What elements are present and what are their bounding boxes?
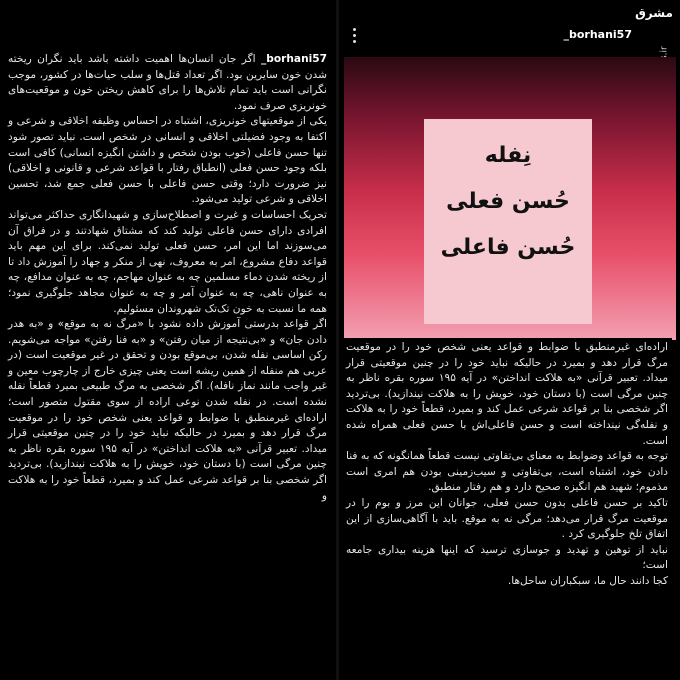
card-line-3: حُسن فاعلی [440, 235, 576, 260]
left-post-text [8, 52, 327, 504]
card-line-1: نِفله [484, 143, 532, 168]
more-options-icon[interactable] [348, 26, 362, 46]
left-post-body: اگر جان انسان‌ها اهمیت داشته باشد باید نگران ریخته شدن خون سایرین بود. اگر تعداد قتل‌ها و سلب حیات‌ها در کشور، موجب نگرانی است باید تمام تلاش‌ها را برای کاهش ریختن خون و موقعیت‌های خونریزی صرف نمود. یکی از موقعیتهای خونریزی، اشتباه در احساس وظیفه اخلاقی و شرعی و اکتفا به وجود فضیلتی اخلاقی و انسانی در شخص است. نباید تصور شود تنها حسن فاعلی (خوب بودن شخص و داشتن انگیزه انسانی) کافی است بلکه وجود حسن فعلی (انطباق رفتار با قواعد شرعی و قانونی و اخلاقی) نیز ضرورت دارد؛ وقتی حسن فاعلی با حسن فعلی جمع شد، تحسین اخلاقی و شرعی تولید می‌شود. تحریک احساسات و غیرت و اصطلاح‌سازی و شهیدانگاری حداکثر می‌تواند افرادی دارای حسن فاعلی تولید کند که مشتاق شهادتند و در فراق آن می‌سوزند اما این امر، حسن فعلی تولید نمی‌کند. برای این مهم باید قواعد دفاع مشروع، امر به معروف، نهی از منکر و جهاد را آموزش داد تا از ریخته شدن دماء مسلمین چه به عنوان مهاجم، چه به عنوان مدافع، چه به عنوان ناهی، چه به عنوان آمر و چه به عنوان مجاهد جلوگیری نمود؛ همه ما نسبت به خون تک‌تک شهروندان مسئولیم. اگر قواعد بدرستی آموزش داده نشود با «مرگ نه به موقع» و «به هدر دادن جان» و «بی‌نتیجه از میان رفتن» و «به فنا رفتن» مواجه می‌شویم. رکن اساسی نفله شدن، بی‌موقع بودن و تحقق در غیر موقعیت است (در عربی هم منفله از همین ریشه است یعنی چیزی خارج از چارچوب معین و غیر واجب مانند نماز نافله). اگر شخصی به مرگ طبیعی بمیرد قطعاً نفله نشده است. در نفله شدن نوعی اراده از سوی مقتول متصور است؛ اراده‌ای غیرمنطبق با ضوابط و قواعد یعنی شخص خود را در موقعیت مرگ قرار دهد و بمیرد در حالیکه نباید خود را در چنین موقعیتی قرار میداد. تعبیر قرآنی «به هلاکت انداختن» در آیه ۱۹۵ سوره بقره ناظر به چنین مرگی است (با دستان خود، خویش را به هلاکت نیندازید). بی‌تردید اگر شخصی بنا بر قواعد شرعی عمل کند و بمیرد، قطعاً خود را به هلاکت و [8, 53, 327, 502]
post-image [344, 57, 676, 340]
right-post-body: اراده‌ای غیرمنطبق با ضوابط و قواعد یعنی شخص خود را در موقعیت مرگ قرار دهد و بمیرد در حالیکه نباید خود را در چنین موقعیتی قرار میداد. تعبیر قرآنی «به هلاکت انداختن» در آیه ۱۹۵ سوره بقره ناظر به چنین مرگی است (با دستان خود، خویش را به هلاکت نیندازید). بی‌تردید اگر شخصی بنا بر قواعد شرعی عمل کند و بمیرد، قطعاً خود را به هلاکت و نفله‌گی نینداخته است و حسن فاعلی‌اش با حسن فعلی همراه شده است. توجه به قواعد وضوابط به معنای بی‌تفاوتی نیست قطعاً همانگونه که به فنا دادن خود، اشتباه است، بی‌تفاوتی و سیب‌زمینی بودن هم امری است مذموم؛ شهید هم انگیزه صحیح دارد و هم رفتار منطبق. تاکید بر حسن فاعلی بدون حسن فعلی، جوانان این مرز و بوم را در موقعیت مرگ قرار می‌دهد؛ مرگی نه به موقع. باید با آگاهی‌سازی از این اتفاق تلخ جلوگیری کرد . نباید از توهین و تهدید و جوسازی ترسید که اینها هزینه بیداری جامعه است؛ کجا دانند حال ما، سبکباران ساحل‌ها. [346, 341, 668, 587]
left-post-panel [0, 0, 335, 680]
right-post-username[interactable]: _borhani57 [563, 28, 632, 41]
right-post-panel [340, 0, 680, 680]
left-post-username[interactable]: borhani57_ [261, 53, 327, 65]
post-header [340, 26, 680, 52]
panel-divider [336, 0, 339, 680]
card-line-2: حُسن فعلی [446, 189, 570, 214]
title-card [424, 119, 592, 324]
mashregh-logo: مشرق [635, 6, 673, 20]
